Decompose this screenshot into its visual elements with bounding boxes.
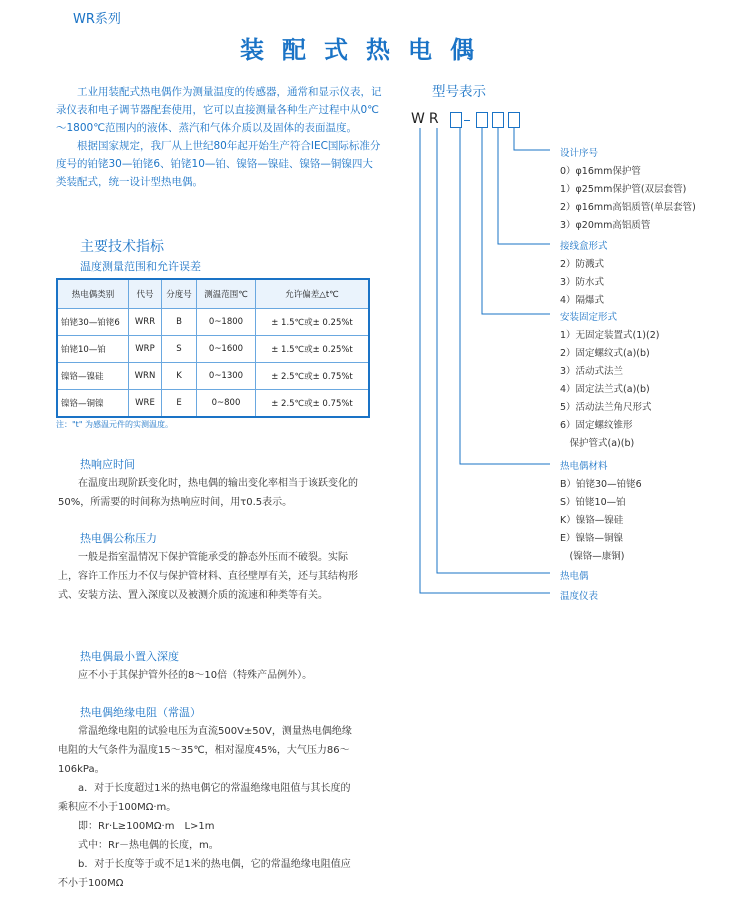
page-title: 装配式热电偶 bbox=[240, 35, 492, 64]
table-note: 注："t" 为感温元件的实测温度。 bbox=[56, 420, 174, 429]
connector-junction bbox=[498, 128, 550, 244]
table-cell: 0~1600 bbox=[197, 336, 256, 363]
legend-item: 2）固定螺纹式(a)(b) bbox=[560, 348, 650, 359]
legend-item: (镍铬—康铜) bbox=[560, 551, 625, 562]
legend-item: 0）φ16mm保护管 bbox=[560, 166, 641, 177]
connector-instrument bbox=[420, 128, 550, 593]
legend-item: 2）防溅式 bbox=[560, 259, 605, 270]
legend-group-title: 温度仪表 bbox=[560, 591, 599, 602]
series-label: WR系列 bbox=[73, 12, 121, 27]
legend-item: 3）φ20mm高铝质管 bbox=[560, 220, 651, 231]
table-cell: 镍铬—铜镍 bbox=[57, 390, 129, 418]
legend-item: K）镍铬—镍硅 bbox=[560, 515, 624, 526]
legend-item: 保护管式(a)(b) bbox=[560, 438, 635, 449]
section-heading-insulation: 热电偶绝缘电阻（常温） bbox=[80, 706, 201, 719]
table-cell: ± 2.5℃或± 0.75%t bbox=[256, 363, 370, 390]
legend-item: 2）φ16mm高铝质管(单层套管) bbox=[560, 202, 696, 213]
section-paragraph: 式中：Rr－热电偶的长度，m。 bbox=[78, 840, 219, 851]
legend-item: 3）防水式 bbox=[560, 277, 605, 288]
specs-heading: 主要技术指标 bbox=[80, 239, 164, 255]
table-cell: 0~1800 bbox=[197, 309, 256, 336]
legend-item: E）镍铬—铜镍 bbox=[560, 533, 624, 544]
column-header: 热电偶类别 bbox=[57, 279, 129, 309]
table-cell: WRE bbox=[129, 390, 162, 418]
legend-item: S）铂铑10—铂 bbox=[560, 497, 626, 508]
table-cell: WRN bbox=[129, 363, 162, 390]
legend-item: B）铂铑30—铂铑6 bbox=[560, 479, 642, 490]
connector-material bbox=[460, 128, 550, 464]
legend-item: 5）活动法兰角尺形式 bbox=[560, 402, 652, 413]
legend-item: 1）无固定装置式(1)(2) bbox=[560, 330, 660, 341]
legend-group-title: 热电偶材料 bbox=[560, 461, 608, 472]
column-header: 测温范围℃ bbox=[197, 279, 256, 309]
model-heading: 型号表示 bbox=[432, 84, 486, 100]
legend-group-title: 热电偶 bbox=[560, 571, 589, 582]
table-cell: 铂铑30—铂铑6 bbox=[57, 309, 129, 336]
table-cell: WRR bbox=[129, 309, 162, 336]
legend-group-title: 设计序号 bbox=[560, 148, 599, 159]
legend-item: 4）固定法兰式(a)(b) bbox=[560, 384, 650, 395]
table-cell: 镍铬—镍硅 bbox=[57, 363, 129, 390]
connector-thermocouple bbox=[437, 128, 550, 573]
column-header: 允许偏差△t℃ bbox=[256, 279, 370, 309]
table-cell: B bbox=[162, 309, 197, 336]
section-paragraph: 即：Rr·L≥100MΩ·m L>1m bbox=[78, 821, 215, 832]
section-paragraph: b．对于长度等于或不足1米的热电偶，它的常温绝缘电阻值应不小于100MΩ bbox=[58, 859, 351, 889]
connector-design bbox=[514, 128, 550, 150]
intro-paragraph: 工业用装配式热电偶作为测量温度的传感器，通常和显示仪表，记录仪表和电子调节器配套使用，它可以直接测量各种生产过程中从0℃～1800℃范围内的液体、蒸汽和气体介质以及固体的表面温度。 bbox=[56, 86, 382, 134]
column-header: 分度号 bbox=[162, 279, 197, 309]
specs-subheading: 温度测量范围和允许误差 bbox=[80, 260, 201, 273]
table-cell: ± 1.5℃或± 0.25%t bbox=[256, 309, 370, 336]
legend-item: 3）活动式法兰 bbox=[560, 366, 624, 377]
table-cell: K bbox=[162, 363, 197, 390]
section-heading-insertion-depth: 热电偶最小置入深度 bbox=[80, 650, 179, 663]
table-cell: ± 1.5℃或± 0.25%t bbox=[256, 336, 370, 363]
table-cell: ± 2.5℃或± 0.75%t bbox=[256, 390, 370, 418]
legend-item: 4）隔爆式 bbox=[560, 295, 605, 306]
legend-item: 1）φ25mm保护管(双层套管) bbox=[560, 184, 687, 195]
legend-item: 6）固定螺纹锥形 bbox=[560, 420, 633, 431]
legend-group-title: 接线盒形式 bbox=[560, 241, 608, 252]
section-paragraph: 在温度出现阶跃变化时，热电偶的输出变化率相当于该跃变化的50%，所需要的时间称为热响应时间，用τ0.5表示。 bbox=[58, 478, 358, 508]
table-cell: S bbox=[162, 336, 197, 363]
section-paragraph: 应不小于其保护管外径的8～10倍（特殊产品例外）。 bbox=[78, 670, 313, 681]
table-cell: 铂铑10—铂 bbox=[57, 336, 129, 363]
column-header: 代号 bbox=[129, 279, 162, 309]
section-paragraph: 常温绝缘电阻的试验电压为直流500V±50V，测量热电偶绝缘电阻的大气条件为温度15～35℃，相对湿度45%，大气压力86～106kPa。 bbox=[58, 726, 352, 775]
section-heading-response-time: 热响应时间 bbox=[80, 458, 135, 471]
model-prefix: WR bbox=[411, 111, 443, 127]
section-paragraph: a．对于长度超过1米的热电偶它的常温绝缘电阻值与其长度的乘积应不小于100MΩ·m。 bbox=[58, 783, 351, 813]
section-heading-pressure: 热电偶公称压力 bbox=[80, 532, 157, 545]
section-paragraph: 一般是指室温情况下保护管能承受的静态外压而不破裂。实际上，容许工作压力不仅与保护管材料、直径壁厚有关，还与其结构形式、安装方法、置入深度以及被测介质的流速和种类等有关。 bbox=[58, 552, 358, 601]
legend-group-title: 安装固定形式 bbox=[560, 312, 618, 323]
connector-mounting bbox=[482, 128, 550, 314]
intro-paragraph: 根据国家规定，我厂从上世纪80年起开始生产符合IEC国际标准分度号的铂铑30—铂铑6、铂铑10—铂、镍铬—镍硅、镍铬—铜镍四大类装配式，统一设计型热电偶。 bbox=[56, 140, 381, 188]
table-cell: E bbox=[162, 390, 197, 418]
table-cell: WRP bbox=[129, 336, 162, 363]
table-cell: 0~800 bbox=[197, 390, 256, 418]
table-cell: 0~1300 bbox=[197, 363, 256, 390]
